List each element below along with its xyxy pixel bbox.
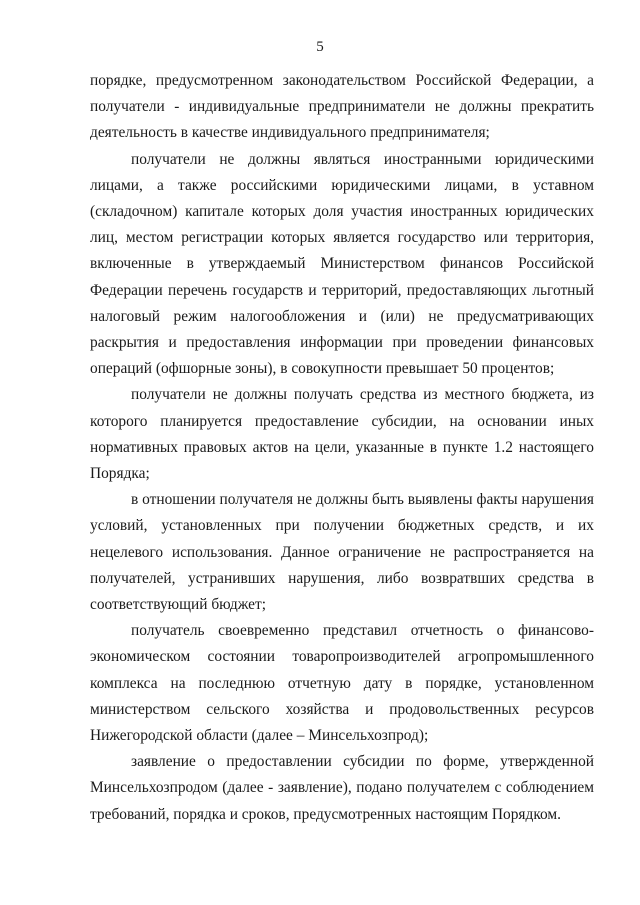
paragraph-foreign-entities: получатели не должны являться иностранными юридическими лицами, а также российскими юридическими лицами, в уставном (складочном) капитале которых доля участия иностранных юридических лиц, местом регистрации которых является государство или территория, включенные в утверждаемый Министерством финансов Российской Федерации перечень государств и территорий, предоставляющих льготный налоговый режим налогообложения и (или) не предусматривающих раскрытия и предоставления информации при проведении финансовых операций (офшорные зоны), в совокупности превышает 50 процентов; (90, 150, 594, 378)
paragraph-application: заявление о предоставлении субсидии по форме, утвержденной Минсельхозпродом (далее - заявление), подано получателем с соблюдением требований, порядка и сроков, предусмотренных настоящим Порядком. (90, 753, 594, 823)
paragraph-violations: в отношении получателя не должны быть выявлены факты нарушения условий, установленных при получении бюджетных средств, и их нецелевого использования. Данное ограничение не распространяется на получателей, устранивших нарушения, либо возвратвших средства в соответствующий бюджет; (90, 491, 594, 614)
page-number: 5 (316, 39, 324, 55)
document-body (90, 68, 594, 828)
paragraph-reporting: получатель своевременно представил отчетность о финансово-экономическом состоянии товаропроизводителей агропромышленного комплекса на последнюю отчетную дату в порядке, установленном министерством сельского хозяйства и продовольственных ресурсов Нижегородской области (далее – Минсельхозпрод); (90, 622, 594, 745)
paragraph-continuation: порядке, предусмотренном законодательством Российской Федерации, а получатели - индивидуальные предприниматели не должны прекратить деятельность в качестве индивидуального предпринимателя; (90, 72, 594, 142)
paragraph-local-budget: получатели не должны получать средства из местного бюджета, из которого планируется предоставление субсидии, на основании иных нормативных правовых актов на цели, указанные в пункте 1.2 настоящего Порядка; (90, 386, 594, 483)
